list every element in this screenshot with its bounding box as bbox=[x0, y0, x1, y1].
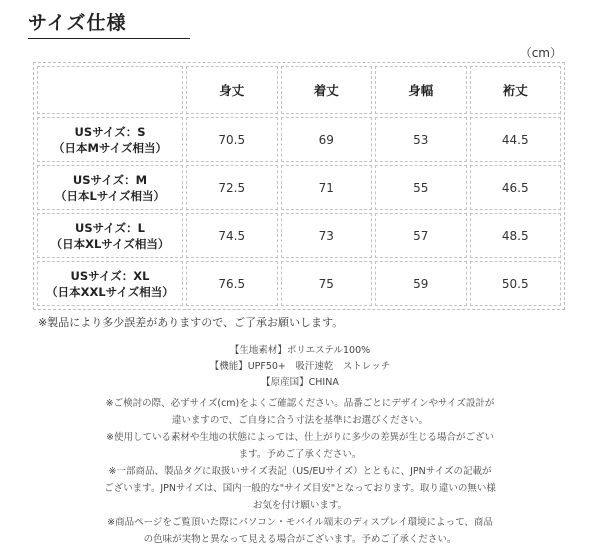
table-cell: 50.5 bbox=[470, 261, 562, 306]
table-row bbox=[37, 165, 561, 210]
table-cell: 44.5 bbox=[470, 117, 562, 162]
table-cell: 72.5 bbox=[186, 165, 278, 210]
note-line: ※一部商品、製品タグに取扱いサイズ表記（US/EUサイズ）とともに、JPNサイズの記載が bbox=[108, 466, 492, 477]
unit-label: （cm） bbox=[519, 46, 562, 60]
table-cell: 55 bbox=[375, 165, 467, 210]
table-cell: 46.5 bbox=[470, 165, 562, 210]
table-cell: 73 bbox=[281, 213, 373, 258]
table-cell: 53 bbox=[375, 117, 467, 162]
table-cell: 76.5 bbox=[186, 261, 278, 306]
note-line: 違いますので、ご自身に合う寸法を基準にお選びください。 bbox=[171, 415, 429, 426]
table-cell: 69 bbox=[281, 117, 373, 162]
column-header: 身丈 bbox=[186, 66, 278, 114]
column-header: 身幅 bbox=[375, 66, 467, 114]
table-row bbox=[37, 117, 561, 162]
note-line: お気を付け願います。 bbox=[252, 500, 348, 511]
note-line: の色味が実物と異なって見える場合がございます。予めご了承ください。 bbox=[143, 534, 457, 545]
row-header-size: USサイズ：XL bbox=[70, 268, 150, 283]
row-header bbox=[37, 213, 183, 258]
page-title: サイズ仕様 bbox=[28, 12, 127, 34]
row-header-equivalent: （日本Lサイズ相当） bbox=[55, 188, 165, 203]
column-header: 着丈 bbox=[281, 66, 373, 114]
table-cell: 74.5 bbox=[186, 213, 278, 258]
row-header-equivalent: （日本XXLサイズ相当） bbox=[46, 284, 174, 299]
table-cell: 59 bbox=[375, 261, 467, 306]
note-line: ございます。JPNサイズは、国内一般的な"サイズ目安"となっております。取り違いの無い様 bbox=[104, 483, 496, 494]
spec-function: 【機能】UPF50+ 吸汗速乾 ストレッチ bbox=[209, 361, 391, 372]
table-row bbox=[37, 261, 561, 306]
row-header-size: USサイズ：M bbox=[72, 172, 148, 187]
spec-material: 【生地素材】ポリエステル100% bbox=[229, 345, 371, 356]
table-cell: 48.5 bbox=[470, 213, 562, 258]
column-header: 裄丈 bbox=[470, 66, 562, 114]
table-cell: 70.5 bbox=[186, 117, 278, 162]
row-header bbox=[37, 165, 183, 210]
note-line: ※使用している素材や生地の状態によっては、仕上がりに多少の差異が生じる場合がござい bbox=[106, 432, 494, 443]
size-table bbox=[33, 62, 565, 310]
corner-cell bbox=[37, 66, 183, 114]
spec-origin: 【原産国】CHINA bbox=[261, 377, 339, 388]
note-line: ※ご検討の際、必ずサイズ(cm)をよくご確認ください。品番ごとにデザインやサイズ設計が bbox=[105, 398, 495, 409]
row-header bbox=[37, 261, 183, 306]
table-cell: 57 bbox=[375, 213, 467, 258]
row-header bbox=[37, 117, 183, 162]
table-header-row bbox=[37, 66, 561, 114]
row-header-size: USサイズ：L bbox=[74, 220, 146, 235]
table-row bbox=[37, 213, 561, 258]
note-line: ※商品ページをご覧頂いた際にパソコン・モバイル端末のディスプレイ環境によって、商品 bbox=[107, 517, 493, 528]
row-header-size: USサイズ：S bbox=[74, 124, 146, 139]
note-line: ます。予めご了承ください。 bbox=[238, 449, 362, 460]
title-underline bbox=[28, 38, 190, 39]
table-cell: 71 bbox=[281, 165, 373, 210]
row-header-equivalent: （日本XLサイズ相当） bbox=[50, 236, 170, 251]
row-header-equivalent: （日本Mサイズ相当） bbox=[52, 140, 168, 155]
measurement-footnote: ※製品により多少誤差がありますので、ご了承お願いします。 bbox=[38, 316, 344, 329]
table-cell: 75 bbox=[281, 261, 373, 306]
